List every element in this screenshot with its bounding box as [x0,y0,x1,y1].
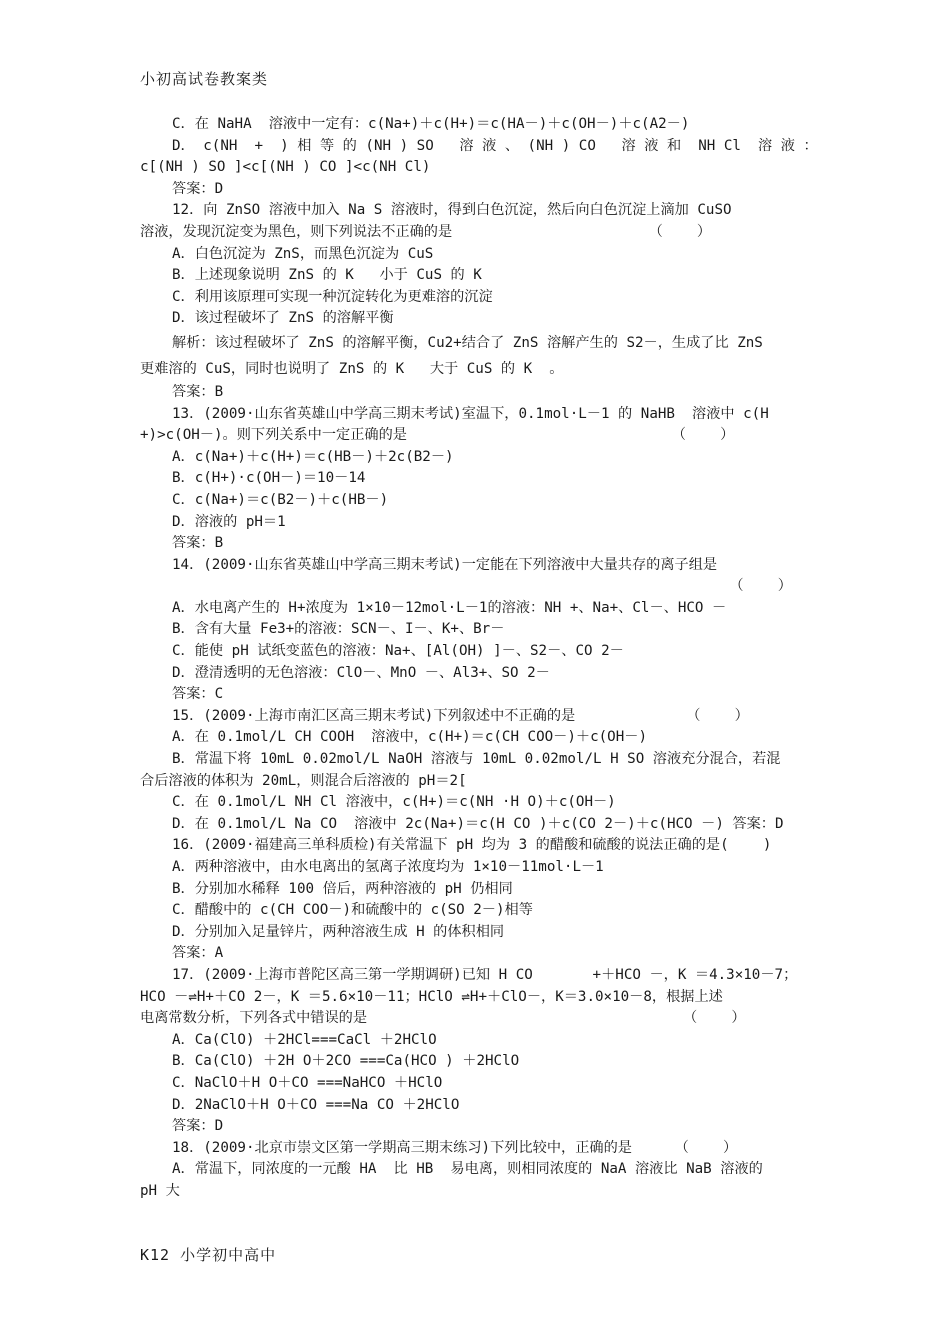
text-line: 14．(2009·山东省英雄山中学高三期末考试)一定能在下列溶液中大量共存的离子组是 [172,556,718,573]
text-line: 解析：该过程破坏了 ZnS 的溶解平衡，Cu2+结合了 ZnS 溶解产生的 S2－，生成了比 ZnS [172,334,763,351]
text-line: A．两种溶液中，由水电离出的氢离子浓度均为 1×10－11mol·L－1 [172,859,604,875]
page-footer: K12 小学初中高中 [140,1246,277,1264]
text-line: HCO －⇌H+＋CO 2－，K ＝5.6×10－11；HClO ⇌H+＋ClO－，K＝3.0×10－8，根据上述 [140,988,723,1005]
text-line: B．c(H+)·c(OH－)＝10－14 [172,470,366,487]
page-header: 小初高试卷教案类 [140,70,269,88]
text-line: 12．向 ZnSO 溶液中加入 Na S 溶液时，得到白色沉淀，然后向白色沉淀上滴加 CuSO [172,202,732,219]
text-line: D．2NaClO＋H O＋CO ===Na CO ＋2HClO [172,1096,460,1113]
text-line: D．溶液的 pH＝1 [172,513,286,530]
text-line: C．能使 pH 试纸变蓝色的溶液：Na+、[Al(OH) ]－、S2－、CO 2－ [172,643,624,660]
text-line: C．c(Na+)＝c(B2－)＋c(HB－) [172,491,389,508]
text-line: C．醋酸中的 c(CH COO－)和硫酸中的 c(SO 2－)相等 [172,902,533,919]
text-line: C．在 0.1mol/L NH Cl 溶液中，c(H+)＝c(NH ·H O)＋c(OH－) [172,794,616,811]
text-line: B．常温下将 10mL 0.02mol/L NaOH 溶液与 10mL 0.02mol/L H SO 溶液充分混合，若混 [172,751,781,768]
text-line: A．水电离产生的 H+浓度为 1×10－12mol·L－1的溶液：NH +、Na+、Cl－、HCO － [172,599,727,616]
text-line: C．利用该原理可实现一种沉淀转化为更难溶的沉淀 [172,288,493,305]
text-line: A．常温下，同浓度的一元酸 HA 比 HB 易电离，则相同浓度的 NaA 溶液比 NaB 溶液的 [172,1161,763,1178]
text-line: B．上述现象说明 ZnS 的 K 小于 CuS 的 K [172,267,482,284]
text-line: D．在 0.1mol/L Na CO 溶液中 2c(Na+)＝c(H CO )＋c(CO 2－)＋c(HCO －) 答案：D [172,815,784,832]
text-line: A．白色沉淀为 ZnS，而黑色沉淀为 CuS [172,245,434,262]
text-line: D． c(NH + ) 相 等 的 (NH ) SO 溶 液 、 (NH ) CO 溶 液 和 NH Cl 溶 液 ： [172,137,818,154]
text-line: c[(NH ) SO ]<c[(NH ) CO ]<c(NH Cl) [140,159,431,176]
text-line: D．该过程破坏了 ZnS 的溶解平衡 [172,310,394,327]
text-line: 电离常数分析，下列各式中错误的是 （ ） [140,1010,746,1027]
text-line: 13．(2009·山东省英雄山中学高三期末考试)室温下，0.1mol·L－1 的 NaHB 溶液中 c(H [172,405,769,422]
text-line: （ ） [140,578,792,595]
text-line: 16．(2009·福建高三单科质检)有关常温下 pH 均为 3 的醋酸和硫酸的说法正确的是( ) [172,837,772,854]
text-line: 答案：B [172,383,224,400]
text-line: B．Ca(ClO) ＋2H O＋2CO ===Ca(HCO ) ＋2HClO [172,1053,520,1070]
text-line: 更难溶的 CuS，同时也说明了 ZnS 的 K 大于 CuS 的 K 。 [140,360,564,377]
text-line: 溶液，发现沉淀变为黑色，则下列说法不正确的是 （ ） [140,223,712,240]
text-line: 答案：D [172,180,224,197]
text-line: C．NaClO＋H O＋CO ===NaHCO ＋HClO [172,1074,443,1091]
text-line: 答案：A [172,945,224,962]
text-line: A．c(Na+)＋c(H+)＝c(HB－)＋2c(B2－) [172,448,454,465]
text-line: A．Ca(ClO) ＋2HCl===CaCl ＋2HClO [172,1031,437,1048]
text-line: 合后溶液的体积为 20mL，则混合后溶液的 pH＝2[ [140,772,467,789]
text-line: +)>c(OH－)。则下列关系中一定正确的是 （ ） [140,427,735,444]
text-line: 15．(2009·上海市南汇区高三期末考试)下列叙述中不正确的是 （ ） [172,707,749,724]
text-line: 答案：C [172,686,224,703]
text-line: 17．(2009·上海市普陀区高三第一学期调研)已知 H CO +＋HCO －，K ＝4.3×10－7； [172,966,798,983]
text-line: 18．(2009·北京市崇文区第一学期高三期末练习)下列比较中，正确的是 （ ） [172,1139,738,1156]
text-line: B．含有大量 Fe3+的溶液：SCN－、I－、K+、Br－ [172,621,505,638]
text-line: C．在 NaHA 溶液中一定有：c(Na+)＋c(H+)＝c(HA－)＋c(OH－)＋c(A2－) [172,116,690,132]
text-line: B．分别加水稀释 100 倍后，两种溶液的 pH 仍相同 [172,880,513,897]
document-body [140,114,818,1203]
text-line: pH 大 [140,1182,180,1199]
text-line: 答案：B [172,535,224,552]
text-line: D．分别加入足量锌片，两种溶液生成 H 的体积相同 [172,923,505,940]
text-line: A．在 0.1mol/L CH COOH 溶液中，c(H+)＝c(CH COO－)＋c(OH－) [172,729,647,746]
text-line: D．澄清透明的无色溶液：ClO－、MnO －、Al3+、SO 2－ [172,664,550,681]
text-line: 答案：D [172,1118,224,1135]
